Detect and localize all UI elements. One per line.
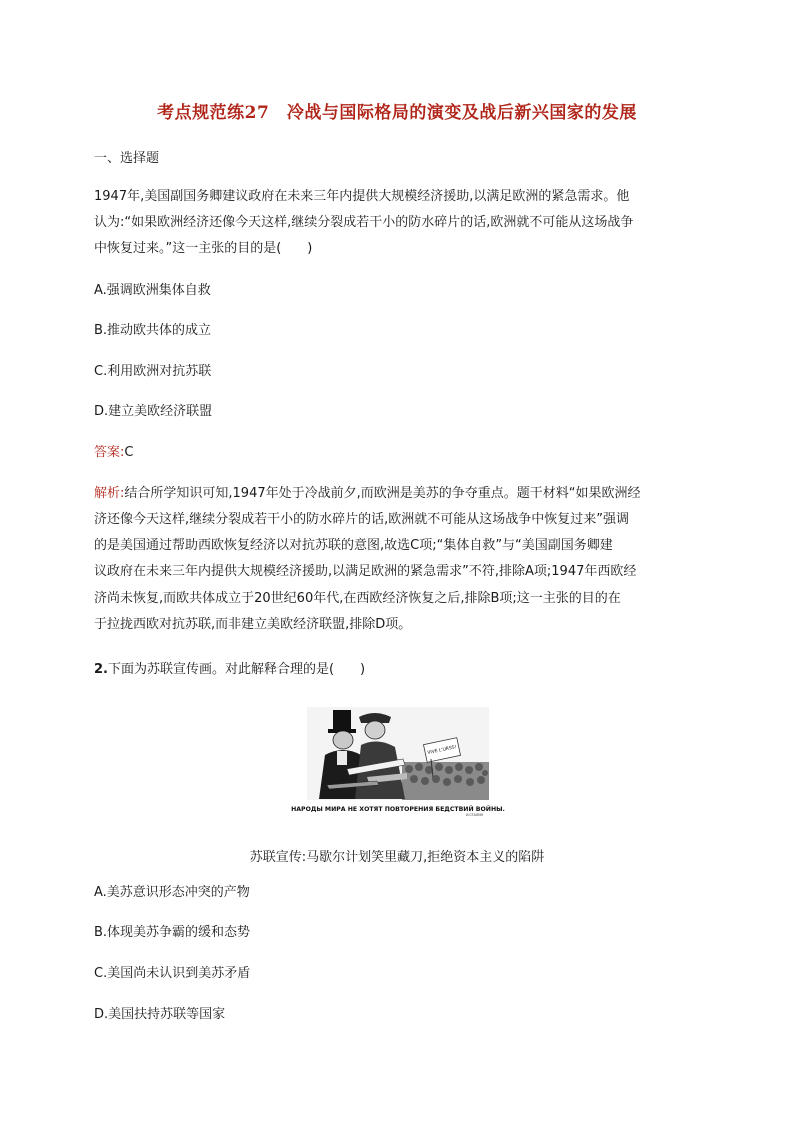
question-1-analysis-line-1 <box>94 485 640 503</box>
question-2-text: 下面为苏联宣传画。对此解释合理的是( ) <box>107 662 366 677</box>
question-1-answer <box>94 444 133 462</box>
answer-value: C <box>124 445 134 460</box>
question-2-option-d: D.美国扶持苏联等国家 <box>94 1007 226 1022</box>
question-1-option-a: A.强调欧洲集体自救 <box>94 283 211 298</box>
section-heading: 一、选择题 <box>94 151 160 166</box>
question-1-analysis-line-6: 于拉拢西欧对抗苏联,而非建立美欧经济联盟,排除D项。 <box>94 617 412 632</box>
question-1-line-3: 中恢复过来。”这一主张的目的是( ) <box>94 241 313 256</box>
question-1-option-b: B.推动欧共体的成立 <box>94 323 212 338</box>
question-2-option-c: C.美国尚未认识到美苏矛盾 <box>94 966 251 981</box>
question-1-line-1 <box>94 188 629 206</box>
poster-banner-text: VIVE L'URSS! <box>427 744 458 756</box>
question-1-analysis-line-3: 的是美国通过帮助西欧恢复经济以对抗苏联的意图,故选C项;“集体自救”与“美国副国务卿建 <box>94 538 613 553</box>
question-1-text-1: 1947年,美国副国务卿建议政府在未来三年内提供大规模经济援助,以满足欧洲的紧急需求。他 <box>94 189 630 204</box>
poster-slogan: НАРОДЫ МИРА НЕ ХОТЯТ ПОВТОРЕНИЯ БЕДСТВИЙ ВОЙНЫ. <box>291 806 505 813</box>
poster-signature: И.СТАЛИН <box>466 813 483 817</box>
analysis-label: 解析: <box>94 486 125 501</box>
question-2-stem <box>94 661 365 679</box>
question-1-analysis-line-2: 济还像今天这样,继续分裂成若干小的防水碎片的话,欧洲就不可能从这场战争中恢复过来”强调 <box>94 512 630 527</box>
page-title: 考点规范练27 冷战与国际格局的演变及战后新兴国家的发展 <box>157 103 637 123</box>
answer-label: 答案: <box>94 445 125 460</box>
question-1-analysis-line-5: 济尚未恢复,而欧共体成立于20世纪60年代,在西欧经济恢复之后,排除B项;这一主张的目的在 <box>94 591 621 606</box>
question-1-analysis-line-4: 议政府在未来三年内提供大规模经济援助,以满足欧洲的紧急需求”不符,排除A项;1947年西欧经 <box>94 564 637 579</box>
question-1-option-d: D.建立美欧经济联盟 <box>94 404 213 419</box>
poster-caption: 苏联宣传:马歇尔计划笑里藏刀,拒绝资本主义的陷阱 <box>249 850 545 865</box>
question-2-option-b: B.体现美苏争霸的缓和态势 <box>94 925 251 940</box>
question-2-option-a: A.美苏意识形态冲突的产物 <box>94 885 250 900</box>
question-1-line-2: 认为:“如果欧洲经济还像今天这样,继续分裂成若干小的防水碎片的话,欧洲就不可能从这场战争 <box>94 215 634 230</box>
question-2-number: 2. <box>94 662 108 677</box>
question-1-option-c: C.利用欧洲对抗苏联 <box>94 364 212 379</box>
analysis-text-1: 结合所学知识可知,1947年处于冷战前夕,而欧洲是美苏的争夺重点。题干材料“如果欧洲经 <box>124 486 641 501</box>
soviet-poster-image <box>291 707 505 817</box>
